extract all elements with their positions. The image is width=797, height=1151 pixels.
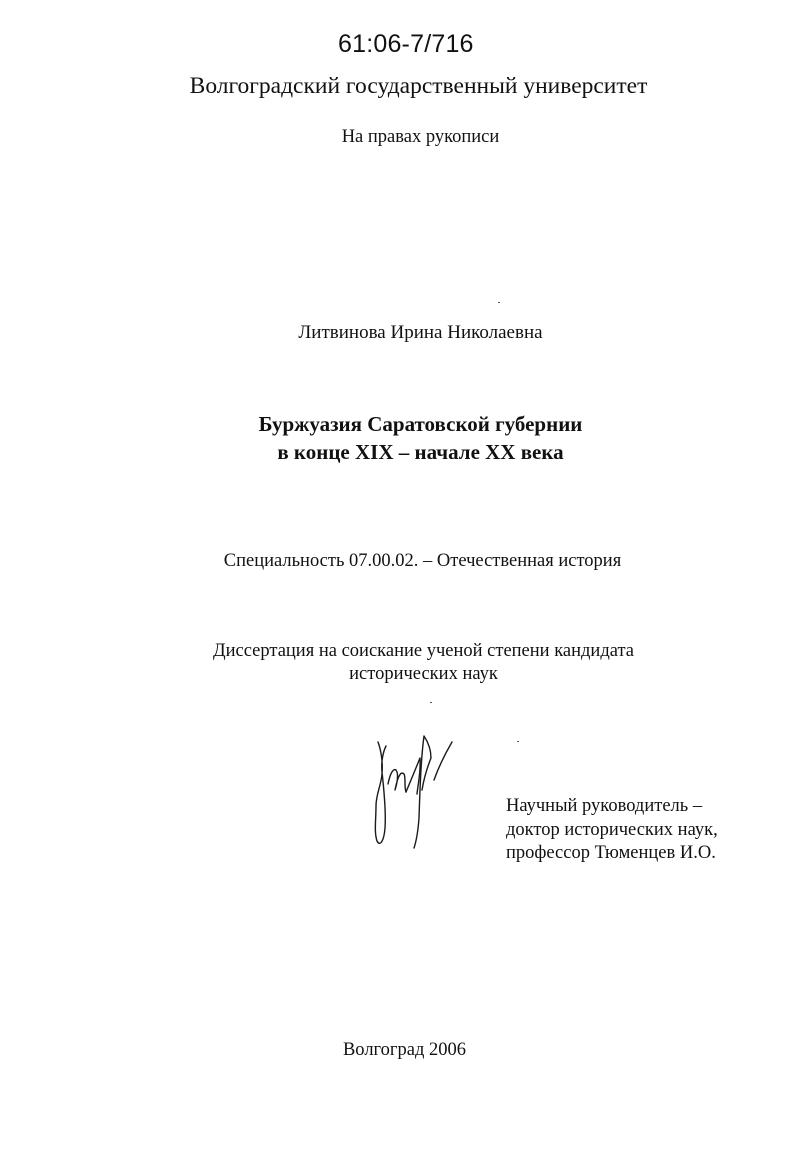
- scan-speck: [517, 741, 519, 742]
- manuscript-rights-note: На правах рукописи: [341, 127, 500, 147]
- degree-line-2: исторических наук: [349, 664, 498, 684]
- scan-speck: [430, 702, 432, 703]
- signature-image: [364, 728, 459, 853]
- catalog-number: 61:06-7/716: [338, 30, 474, 58]
- degree-statement: [25, 640, 797, 686]
- specialty: Специальность 07.00.02. – Отечественная история: [223, 551, 622, 571]
- dissertation-title: [22, 410, 797, 466]
- scientific-supervisor: [506, 795, 718, 866]
- supervisor-line-3: профессор Тюменцев И.О.: [506, 843, 716, 863]
- degree-line-1: Диссертация на соискание ученой степени кандидата: [213, 641, 634, 661]
- scan-speck: [498, 302, 500, 303]
- city-and-year: Волгоград 2006: [342, 1040, 467, 1060]
- supervisor-line-2: доктор исторических наук,: [506, 819, 718, 840]
- supervisor-line-1: Научный руководитель –: [506, 796, 703, 816]
- title-line-2: в конце XIX – начале XX века: [277, 440, 564, 464]
- author-name: Литвинова Ирина Николаевна: [298, 322, 543, 343]
- title-line-1: Буржуазия Саратовской губернии: [258, 412, 583, 436]
- university-name: Волгоградский государственный университет: [189, 73, 648, 99]
